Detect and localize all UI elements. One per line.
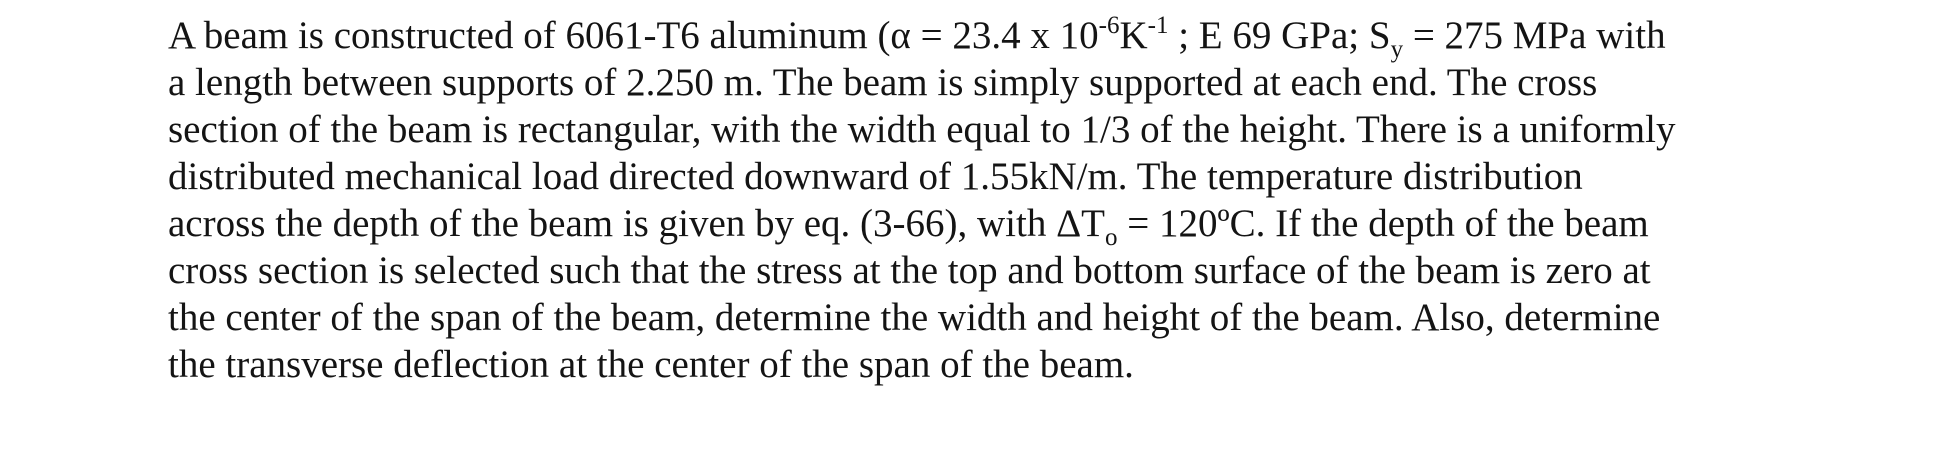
problem-line-4: distributed mechanical load directed downward of 1.55kN/m. The temperature distribution bbox=[168, 155, 1583, 198]
kelvin-unit: K bbox=[1119, 14, 1148, 57]
delta-t-subscript: o bbox=[1105, 224, 1118, 251]
line1-text-start: A beam is constructed of 6061-T6 aluminum (α = 23.4 x 10 bbox=[168, 14, 1099, 57]
problem-line-6: cross section is selected such that the stress at the top and bottom surface of the beam is zero at bbox=[168, 249, 1651, 292]
kelvin-exponent: -1 bbox=[1147, 12, 1169, 39]
yield-subscript: y bbox=[1390, 36, 1404, 63]
line5-text-end: = 120ºC. If the depth of the beam bbox=[1117, 202, 1649, 245]
problem-line-1 bbox=[168, 12, 1908, 63]
line1-text-middle: ; E 69 GPa; S bbox=[1168, 14, 1391, 57]
problem-line-5 bbox=[168, 200, 1908, 251]
problem-line-3: section of the beam is rectangular, with the width equal to 1/3 of the height. There is a uniformly bbox=[168, 108, 1676, 151]
problem-statement bbox=[168, 12, 1908, 388]
problem-line-7: the center of the span of the beam, determine the width and height of the beam. Also, determine bbox=[168, 296, 1661, 339]
problem-line-2: a length between supports of 2.250 m. The beam is simply supported at each end. The cross bbox=[168, 61, 1598, 104]
alpha-exponent: -6 bbox=[1098, 12, 1120, 39]
line1-text-end: = 275 MPa with bbox=[1403, 14, 1666, 57]
line5-text-start: across the depth of the beam is given by eq. (3-66), with ΔT bbox=[168, 202, 1106, 245]
problem-line-8: the transverse deflection at the center of the span of the beam. bbox=[168, 343, 1134, 386]
